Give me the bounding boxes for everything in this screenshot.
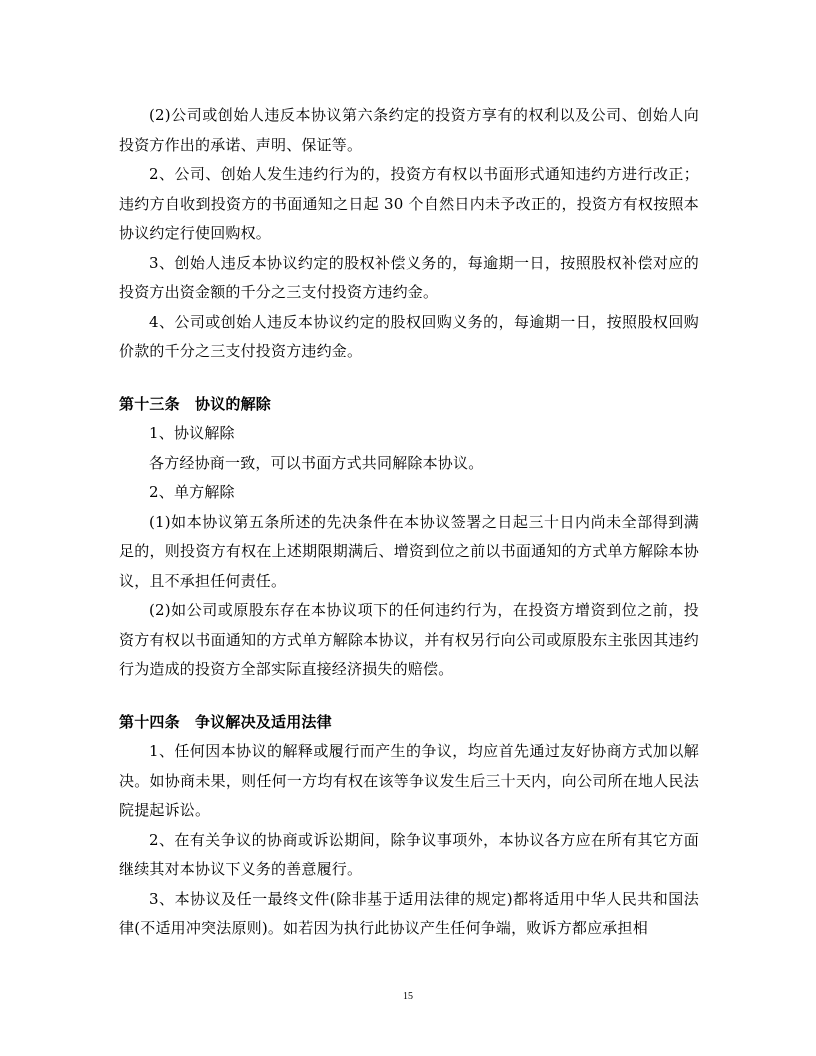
document-body [119,101,699,944]
paragraph-breach-clause-2: (2)公司或创始人违反本协议第六条约定的投资方享有的权利以及公司、创始人向投资方作出的承诺、声明、保证等。 [119,106,699,154]
article-14-paragraph-dispute: 1、任何因本协议的解释或履行而产生的争议，均应首先通过友好协商方式加以解决。如协商未果，则任何一方均有权在该等争议发生后三十天内，向公司所在地人民法院提起诉讼。 [119,742,699,819]
article-13-paragraph-conditions: (1)如本协议第五条所述的先决条件在本协议签署之日起三十日内尚未全部得到满足的，则投资方有权在上述期限期满后、增资到位之前以书面通知的方式单方解除本协议，且不承担任何责任。 [119,512,699,590]
section-gap [119,367,699,390]
article-14-heading: 第十四条 争议解决及适用法律 [119,712,332,731]
article-13-paragraph-mutual: 各方经协商一致，可以书面方式共同解除本协议。 [149,453,484,472]
article-13-subheading-unilateral: 2、单方解除 [149,483,235,501]
paragraph-breach-notice: 2、公司、创始人发生违约行为的，投资方有权以书面形式通知违约方进行改正；违约方自收到投资方的书面通知之日起 30 个自然日内未予改正的，投资方有权按照本协议约定行使回购权。 [119,165,699,242]
paragraph-equity-repurchase-penalty: 4、公司或创始人违反本协议约定的股权回购义务的，每逾期一日，按照股权回购价款的千分之三支付投资方违约金。 [119,312,699,360]
paragraph-equity-compensation-penalty: 3、创始人违反本协议约定的股权补偿义务的，每逾期一日，按照股权补偿对应的投资方出资金额的千分之三支付投资方违约金。 [119,253,699,301]
article-13-paragraph-breach: (2)如公司或原股东存在本协议项下的任何违约行为，在投资方增资到位之前，投资方有权以书面通知的方式单方解除本协议，并有权另行向公司或原股东主张因其违约行为造成的投资方全部实际直接经济损失的赔偿。 [119,601,699,678]
article-13-subheading-mutual: 1、协议解除 [149,424,235,442]
article-14-paragraph-good-faith: 2、在有关争议的协商或诉讼期间，除争议事项外，本协议各方应在所有其它方面继续其对本协议下义务的善意履行。 [119,830,699,878]
page-number: 15 [403,991,413,1002]
article-14-paragraph-governing-law: 3、本协议及任一最终文件(除非基于适用法律的规定)都将适用中华人民共和国法律(不适用冲突法原则)。如若因为执行此协议产生任何争端，败诉方都应承担相 [119,889,699,937]
article-13-heading: 第十三条 协议的解除 [119,394,272,413]
section-gap [119,685,699,708]
